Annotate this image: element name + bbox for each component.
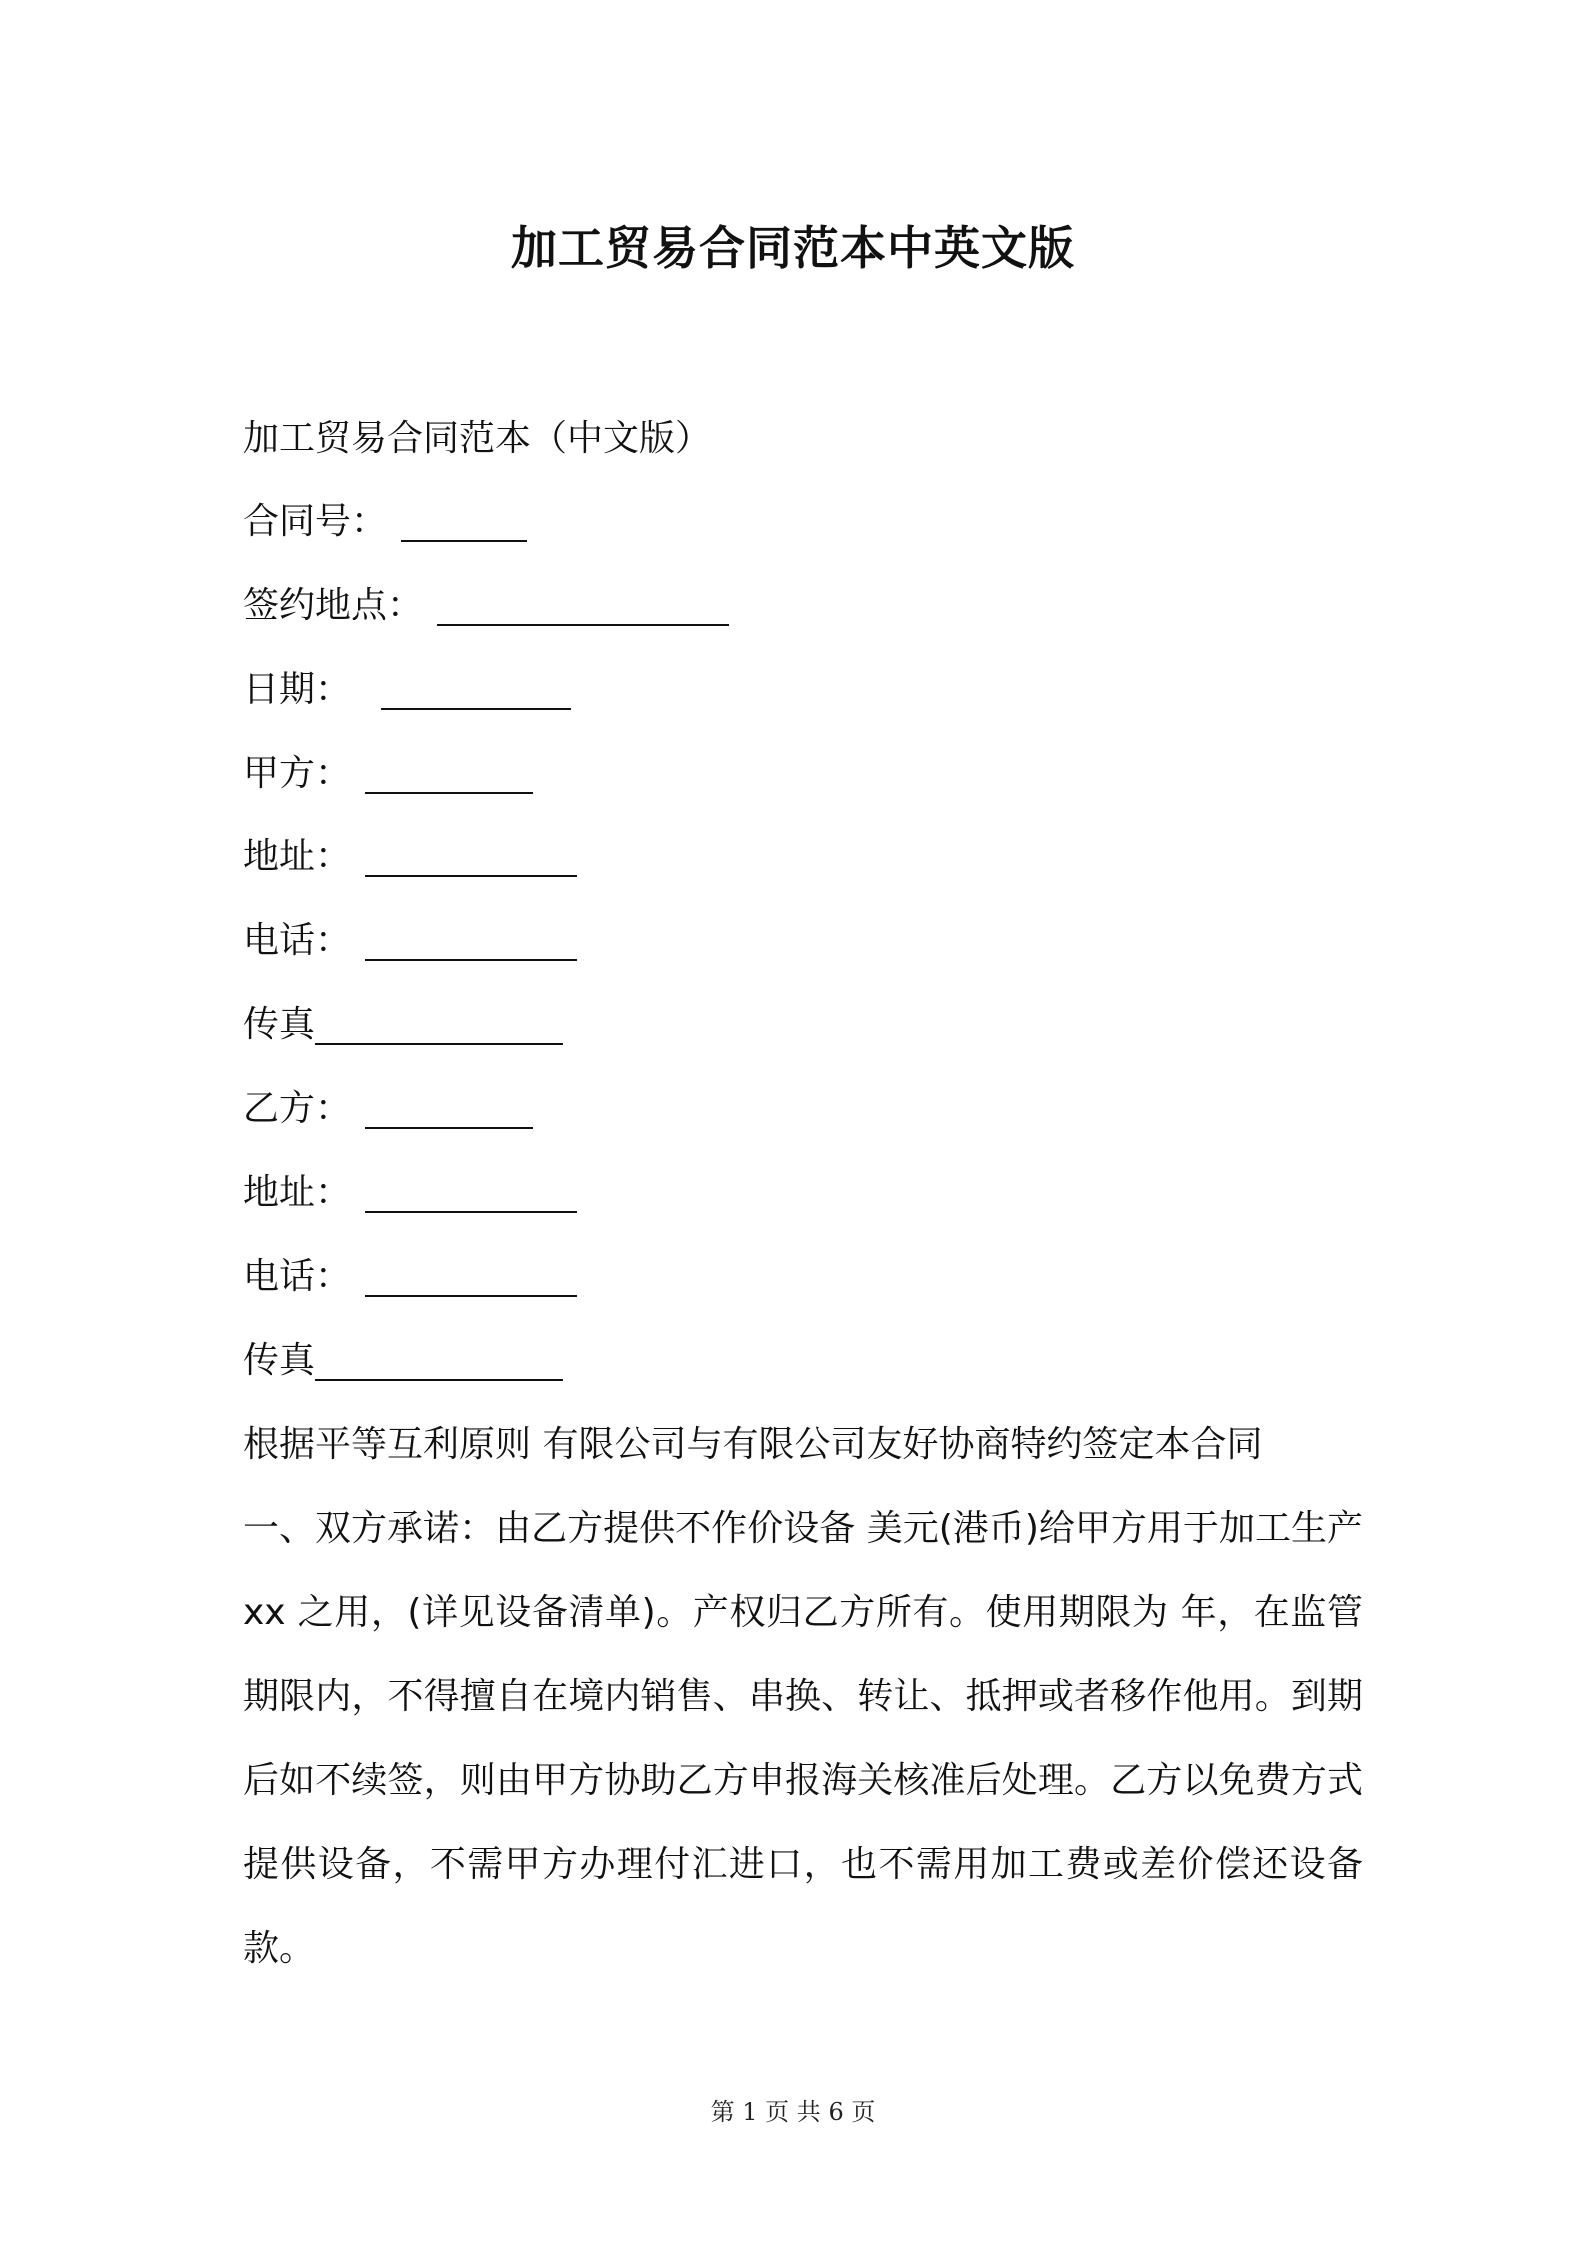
page-number: 第 1 页 共 6 页: [710, 2098, 876, 2126]
field-blank: [437, 574, 729, 626]
field-label: 地址：: [243, 1172, 352, 1213]
field-blank: [365, 742, 533, 794]
field-label: 传真: [243, 1340, 316, 1381]
field-blank: [315, 993, 563, 1045]
field-blank: [315, 1329, 563, 1381]
date-field: [243, 664, 571, 716]
party-a-phone-field: [243, 915, 577, 967]
party-b-field: [243, 1083, 533, 1135]
document-title: 加工贸易合同范本中英文版: [511, 221, 1075, 275]
party-b-fax-field: [243, 1335, 563, 1387]
party-b-address-field: [243, 1167, 577, 1219]
signing-place-field: [243, 580, 729, 632]
field-label: 乙方：: [243, 1088, 352, 1129]
field-label: 签约地点：: [243, 585, 424, 626]
field-blank: [365, 1161, 577, 1213]
field-blank: [401, 490, 527, 542]
field-label: 传真: [243, 1004, 316, 1045]
field-label: 日期：: [243, 669, 352, 710]
field-label: 电话：: [243, 1256, 352, 1297]
field-label: 甲方：: [243, 753, 352, 794]
party-b-phone-field: [243, 1251, 577, 1303]
field-label: 合同号：: [243, 501, 388, 542]
field-label: 地址：: [243, 836, 352, 877]
field-blank: [365, 1245, 577, 1297]
clause-1-paragraph: 一、双方承诺：由乙方提供不作价设备 美元(港币)给甲方用于加工生产 xx 之用，(详见设备清单)。产权归乙方所有。使用期限为 年，在监管期限内，不得擅自在境内销售、串换、转让、抵押或者移作他用。到期后如不续签，则由甲方协助乙方申报海关核准后处理。乙方以免费方式提供设备，不需甲方办理付汇进口，也不需用加工费或差价偿还设备款。: [243, 1508, 1363, 1969]
field-label: 电话：: [243, 920, 352, 961]
field-blank: [381, 658, 571, 710]
intro-paragraph: 根据平等互利原则 有限公司与有限公司友好协商特约签定本合同: [243, 1424, 1263, 1465]
party-a-fax-field: [243, 999, 563, 1051]
field-blank: [365, 1077, 533, 1129]
field-blank: [365, 909, 577, 961]
party-a-address-field: [243, 831, 577, 883]
section-heading: 加工贸易合同范本（中文版）: [243, 418, 712, 459]
contract-number-field: [243, 496, 527, 548]
field-blank: [365, 825, 577, 877]
party-a-field: [243, 748, 533, 800]
